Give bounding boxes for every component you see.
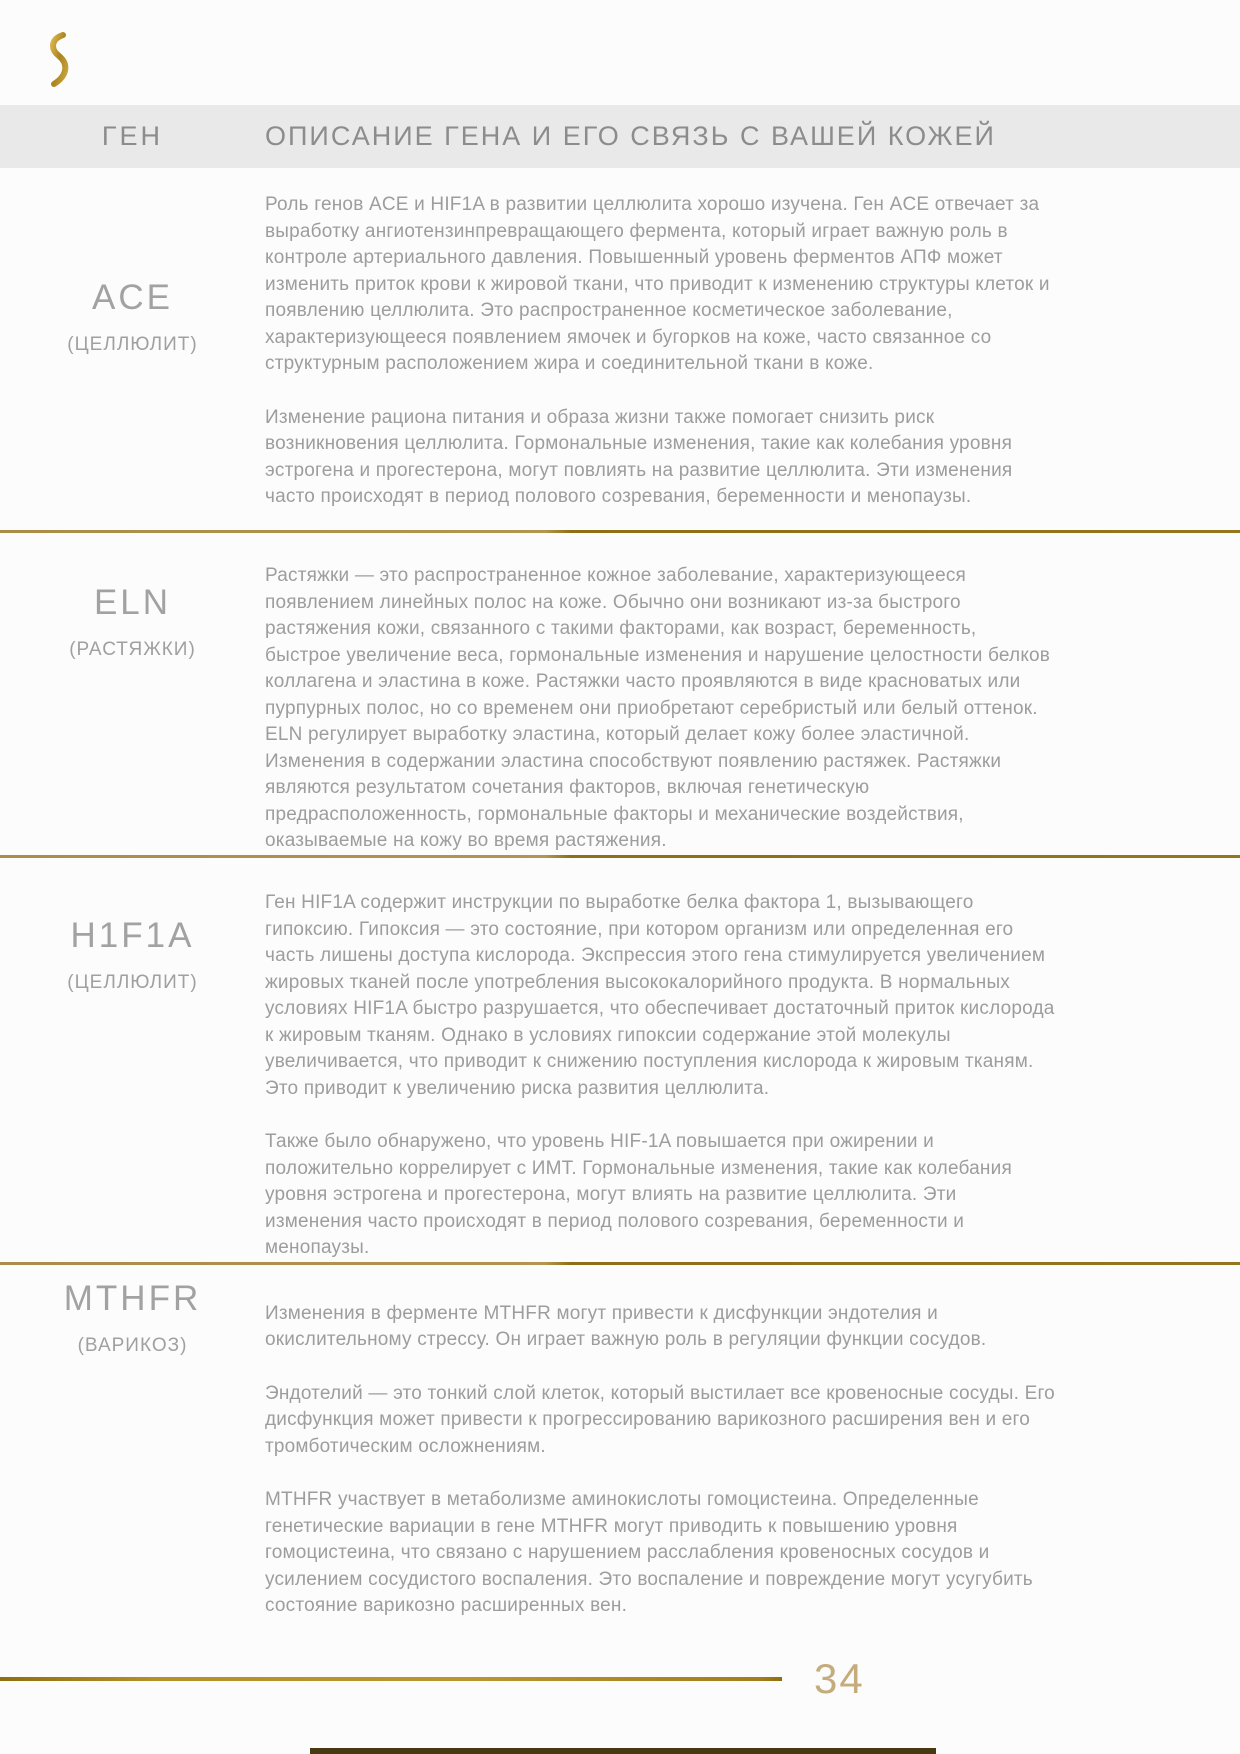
gene-cell [0, 858, 265, 1262]
table-row-eln [0, 533, 1240, 855]
description-paragraph: Ген HIF1A содержит инструкции по выработке белка фактора 1, вызывающего гипоксию. Гипоксия — это состояние, при котором организм или определенная его часть лишены доступа кислорода. Экспрессия этого гена стимулируется увеличением жировых тканей после употребления высококалорийного продукта. В нормальных условиях HIF1A быстро разрушается, что обеспечивает достаточный приток кислорода к жировым тканям. Однако в условиях гипоксии содержание этой молекулы увеличивается, что приводит к снижению поступления кислорода к жировым тканям. Это приводит к увеличению риска развития целлюлита. [265, 892, 1055, 1099]
gene-condition-label: (ВАРИКОЗ) [77, 1334, 188, 1356]
description-paragraph: Изменения в ферменте MTHFR могут привести к дисфункции эндотелия и окислительному стрессу. Он играет важную роль в регуляции функции сосудов. [265, 1302, 987, 1350]
gene-table [0, 168, 1240, 1647]
gene-name: ELN [93, 583, 172, 622]
description-paragraph: Изменение рациона питания и образа жизни также помогает снизить риск возникновения целлюлита. Гормональные изменения, такие как колебания уровня эстрогена и прогестерона, могут повлиять на развитие целлюлита. Эти изменения часто происходят в период полового созревания, беременности и менопаузы. [265, 406, 1013, 507]
gene-description [265, 168, 1055, 530]
table-row-mthfr [0, 1265, 1240, 1647]
gene-name: MTHFR [63, 1278, 202, 1318]
gene-name: ACE [92, 278, 173, 317]
gene-cell [0, 533, 265, 855]
description-paragraph: Растяжки — это распространенное кожное заболевание, характеризующееся появлением линейных полос на коже. Обычно они возникают из-за быстрого растяжения кожи, связанного с такими факторами, как возраст, беременность, быстрое увеличение веса, гормональные изменения и нарушение целостности белков коллагена и эластина в коже. Растяжки часто проявляются в виде красноватых или пурпурных полос, но со временем они приобретают серебристый или белый оттенок. ELN регулирует выработку эластина, который делает кожу более эластичной. Изменения в содержании эластина способствуют появлению растяжек. Растяжки являются результатом сочетания факторов, включая генетическую предрасположенность, гормональные факторы и механические воздействия, оказываемые на кожу во время растяжения. [265, 565, 1051, 851]
gene-description [265, 533, 1055, 855]
description-paragraph: MTHFR участвует в метаболизме аминокислоты гомоцистеина. Определенные генетические вариации в гене MTHFR могут приводить к повышению уровня гомоцистеина, что связано с нарушением расслабления кровеносных сосудов и усилением сосудистого воспаления. Это воспаление и повреждение могут усугубить состояние варикозно расширенных вен. [265, 1489, 1033, 1616]
gene-condition-label: (РАСТЯЖКИ) [69, 639, 196, 660]
gene-name: H1F1A [70, 916, 195, 955]
description-paragraph: Также было обнаружено, что уровень HIF-1A повышается при ожирении и положительно коррелирует с ИМТ. Гормональные изменения, такие как колебания уровня эстрогена и прогестерона, могут влиять на развитие целлюлита. Эти изменения часто происходят в период полового созревания, беременности и менопаузы. [265, 1131, 1012, 1258]
footer-gold-line [0, 1677, 782, 1681]
gene-condition-label: (ЦЕЛЛЮЛИТ) [67, 334, 198, 355]
page-footer [0, 1655, 1240, 1703]
gene-cell [0, 168, 265, 530]
gene-description [265, 1265, 1055, 1647]
bottom-edge-bar [310, 1748, 936, 1754]
dna-helix-icon [42, 32, 74, 88]
table-header [0, 105, 1240, 168]
page-number: 34 [814, 1655, 865, 1702]
gene-description [265, 858, 1055, 1262]
table-row-h1f1a [0, 858, 1240, 1262]
table-row-ace [0, 168, 1240, 530]
description-paragraph: Роль генов ACE и HIF1A в развитии целлюлита хорошо изучена. Ген ACE отвечает за выработку ангиотензинпревращающего фермента, который играет важную роль в контроле артериального давления. Повышенный уровень ферментов АПФ может изменить приток крови к жировой ткани, что приводит к изменению структуры клеток и появлению целлюлита. Это распространенное косметическое заболевание, характеризующееся появлением ямочек и бугорков на коже, часто связанное со структурным расположением жира и соединительной ткани в коже. [265, 194, 1050, 374]
gene-condition-label: (ЦЕЛЛЮЛИТ) [67, 972, 198, 993]
description-paragraph: Эндотелий — это тонкий слой клеток, который выстилает все кровеносные сосуды. Его дисфункция может привести к прогрессированию варикозного расширения вен и его тромботическим осложнениям. [265, 1382, 1055, 1457]
gene-column-header: ГЕН [101, 121, 164, 151]
gene-cell [0, 1265, 265, 1647]
description-column-header: ОПИСАНИЕ ГЕНА И ЕГО СВЯЗЬ С ВАШЕЙ КОЖЕЙ [265, 121, 996, 151]
